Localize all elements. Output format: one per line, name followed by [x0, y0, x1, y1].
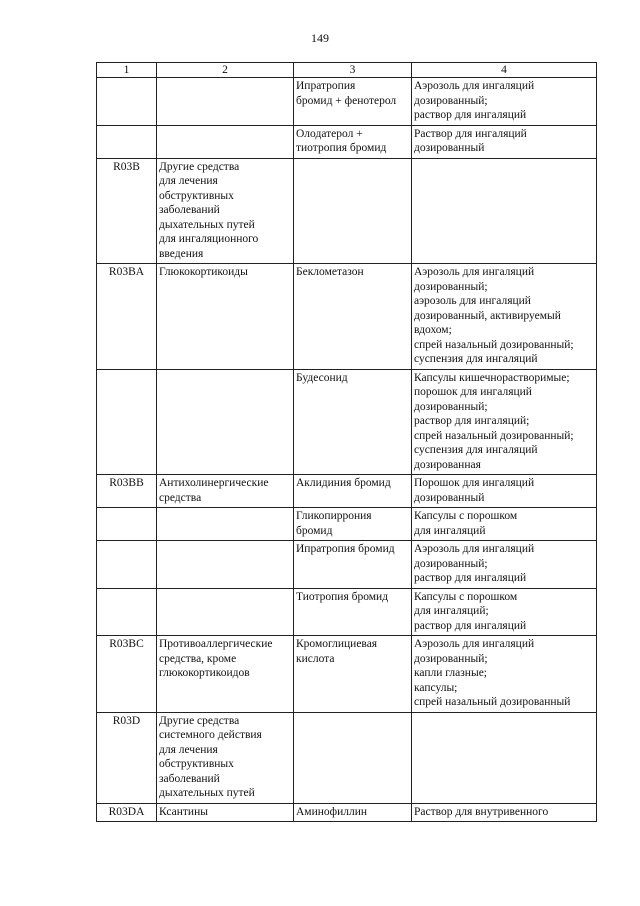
dosage-form-line: дозированный;: [414, 400, 488, 413]
dosage-form-line: дозированный;: [414, 94, 488, 107]
pharmacological-group-line: средства: [159, 491, 202, 504]
dosage-form-line: раствор для ингаляций: [414, 572, 527, 584]
dosage-form-line: раствор для ингаляций: [414, 619, 527, 632]
dosage-form-cell: [412, 803, 597, 822]
pharmacological-group-cell: [157, 803, 294, 822]
column-header-1: 1: [97, 63, 157, 78]
dosage-form-line: Раствор для ингаляций: [414, 127, 527, 140]
drug-name-line: Олодатерол +: [296, 127, 363, 140]
drug-name-line: Кромоглициевая: [296, 638, 378, 650]
drug-name-line: бромид: [296, 524, 333, 537]
page-number: 149: [311, 31, 329, 45]
pharmacological-group-line: Другие средства: [159, 714, 240, 727]
table-row: [97, 588, 597, 636]
pharmacological-group-line: Противоаллергические: [159, 638, 273, 650]
column-header-3: 3: [294, 63, 412, 78]
pharmacological-group-cell: [157, 712, 294, 803]
dosage-form-line: дозированный;: [414, 557, 488, 570]
drug-name-cell: [294, 712, 412, 803]
dosage-form-line: спрей назальный дозированный;: [414, 429, 574, 442]
drug-name-line: Гликопиррония: [296, 510, 372, 522]
pharmacological-group-cell: [157, 541, 294, 589]
column-header-4: 4: [412, 63, 597, 78]
pharmacological-group-cell: [157, 158, 294, 264]
drug-name-cell: [294, 475, 412, 508]
dosage-form-line: для ингаляций: [414, 524, 486, 537]
pharmacological-group-line: для лечения: [159, 175, 218, 187]
table-row: [97, 508, 597, 541]
drug-name-line: Аминофиллин: [296, 805, 368, 818]
dosage-form-line: раствор для ингаляций;: [414, 415, 530, 427]
dosage-form-line: Аэрозоль для ингаляций: [414, 543, 535, 555]
dosage-form-line: Раствор для внутривенного: [414, 805, 549, 818]
atc-code-cell: R03BA: [97, 264, 157, 370]
dosage-form-line: порошок для ингаляций: [414, 386, 532, 398]
dosage-form-line: Аэрозоль для ингаляций: [414, 80, 535, 92]
pharmacological-group-line: системного действия: [159, 729, 262, 741]
dosage-form-line: вдохом;: [414, 324, 452, 336]
dosage-form-line: Капсулы кишечнорастворимые;: [414, 371, 570, 384]
drug-name-line: Будесонид: [296, 371, 348, 384]
drug-name-cell: [294, 78, 412, 126]
dosage-form-line: суспензия для ингаляций: [414, 444, 538, 456]
atc-code-cell: [97, 508, 157, 541]
drug-name-line: Беклометазон: [296, 266, 364, 278]
dosage-form-line: Капсулы с порошком: [414, 510, 518, 522]
atc-code-cell: R03DA: [97, 803, 157, 822]
drug-name-cell: [294, 264, 412, 370]
dosage-form-cell: [412, 125, 597, 158]
atc-code-cell: [97, 588, 157, 636]
table-row: [97, 712, 597, 803]
dosage-form-line: раствор для ингаляций: [414, 109, 527, 121]
drug-name-cell: [294, 158, 412, 264]
atc-code-cell: [97, 541, 157, 589]
dosage-form-cell: [412, 588, 597, 636]
pharmacological-group-line: дыхательных путей: [159, 218, 255, 231]
table-body: [97, 78, 597, 822]
drug-name-line: Ипратропия бромид: [296, 543, 395, 555]
drug-name-cell: [294, 369, 412, 475]
table-row: [97, 803, 597, 822]
atc-code-cell: R03BB: [97, 475, 157, 508]
pharmacological-group-line: глюкокортикоидов: [159, 667, 250, 679]
table-row: [97, 541, 597, 589]
drug-name-cell: [294, 508, 412, 541]
drug-name-line: Тиотропия бромид: [296, 590, 389, 603]
dosage-form-line: аэрозоль для ингаляций: [414, 295, 531, 307]
dosage-form-line: Порошок для ингаляций: [414, 477, 535, 489]
drug-name-cell: [294, 803, 412, 822]
pharmacological-group-line: заболеваний: [159, 204, 220, 216]
dosage-form-line: дозированный: [414, 491, 485, 504]
atc-code-cell: R03B: [97, 158, 157, 264]
dosage-form-cell: [412, 475, 597, 508]
pharmacological-group-cell: [157, 588, 294, 636]
dosage-form-cell: [412, 264, 597, 370]
drug-table: [96, 62, 597, 822]
pharmacological-group-line: Глюкокортикоиды: [159, 266, 248, 278]
drug-name-cell: [294, 125, 412, 158]
dosage-form-cell: [412, 158, 597, 264]
atc-code-cell: R03D: [97, 712, 157, 803]
pharmacological-group-line: обструктивных: [159, 189, 234, 202]
pharmacological-group-line: обструктивных: [159, 758, 234, 770]
table-row: [97, 264, 597, 370]
pharmacological-group-line: введения: [159, 247, 204, 260]
pharmacological-group-line: дыхательных путей: [159, 787, 255, 799]
dosage-form-line: Аэрозоль для ингаляций: [414, 266, 535, 278]
table-row: [97, 475, 597, 508]
drug-name-line: тиотропия бромид: [296, 142, 387, 154]
pharmacological-group-cell: [157, 475, 294, 508]
pharmacological-group-cell: [157, 508, 294, 541]
dosage-form-line: дозированный, активируемый: [414, 309, 561, 322]
dosage-form-cell: [412, 712, 597, 803]
pharmacological-group-line: Антихолинергические: [159, 477, 269, 489]
pharmacological-group-cell: [157, 369, 294, 475]
dosage-form-line: спрей назальный дозированный: [414, 696, 571, 708]
dosage-form-line: дозированный: [414, 142, 485, 154]
pharmacological-group-cell: [157, 125, 294, 158]
table-row: [97, 125, 597, 158]
drug-name-cell: [294, 588, 412, 636]
table-row: [97, 636, 597, 713]
dosage-form-cell: [412, 369, 597, 475]
table-row: [97, 158, 597, 264]
drug-name-line: кислота: [296, 652, 335, 665]
column-header-2: 2: [157, 63, 294, 78]
pharmacological-group-cell: [157, 264, 294, 370]
dosage-form-line: Капсулы с порошком: [414, 590, 518, 603]
pharmacological-group-cell: [157, 636, 294, 713]
dosage-form-line: дозированный;: [414, 652, 488, 665]
pharmacological-group-line: средства, кроме: [159, 652, 237, 665]
drug-name-line: бромид + фенотерол: [296, 94, 397, 107]
dosage-form-cell: [412, 541, 597, 589]
dosage-form-cell: [412, 636, 597, 713]
dosage-form-line: спрей назальный дозированный;: [414, 338, 574, 351]
table-header-row: [97, 63, 597, 78]
drug-name-line: Ипратропия: [296, 80, 356, 92]
drug-name-line: Аклидиния бромид: [296, 477, 391, 489]
pharmacological-group-cell: [157, 78, 294, 126]
pharmacological-group-line: для лечения: [159, 743, 218, 756]
drug-name-cell: [294, 636, 412, 713]
atc-code-cell: R03BC: [97, 636, 157, 713]
dosage-form-line: дозированный;: [414, 280, 488, 293]
dosage-form-line: Аэрозоль для ингаляций: [414, 638, 535, 650]
drug-name-cell: [294, 541, 412, 589]
table-row: [97, 369, 597, 475]
dosage-form-cell: [412, 508, 597, 541]
pharmacological-group-line: Другие средства: [159, 160, 240, 173]
atc-code-cell: [97, 369, 157, 475]
pharmacological-group-line: заболеваний: [159, 772, 220, 785]
atc-code-cell: [97, 125, 157, 158]
table-row: [97, 78, 597, 126]
dosage-form-line: капли глазные;: [414, 667, 487, 679]
dosage-form-cell: [412, 78, 597, 126]
dosage-form-line: капсулы;: [414, 681, 458, 694]
dosage-form-line: дозированная: [414, 458, 481, 471]
dosage-form-line: суспензия для ингаляций: [414, 353, 538, 365]
atc-code-cell: [97, 78, 157, 126]
pharmacological-group-line: Ксантины: [159, 805, 208, 818]
pharmacological-group-line: для ингаляционного: [159, 233, 259, 245]
dosage-form-line: для ингаляций;: [414, 605, 489, 617]
